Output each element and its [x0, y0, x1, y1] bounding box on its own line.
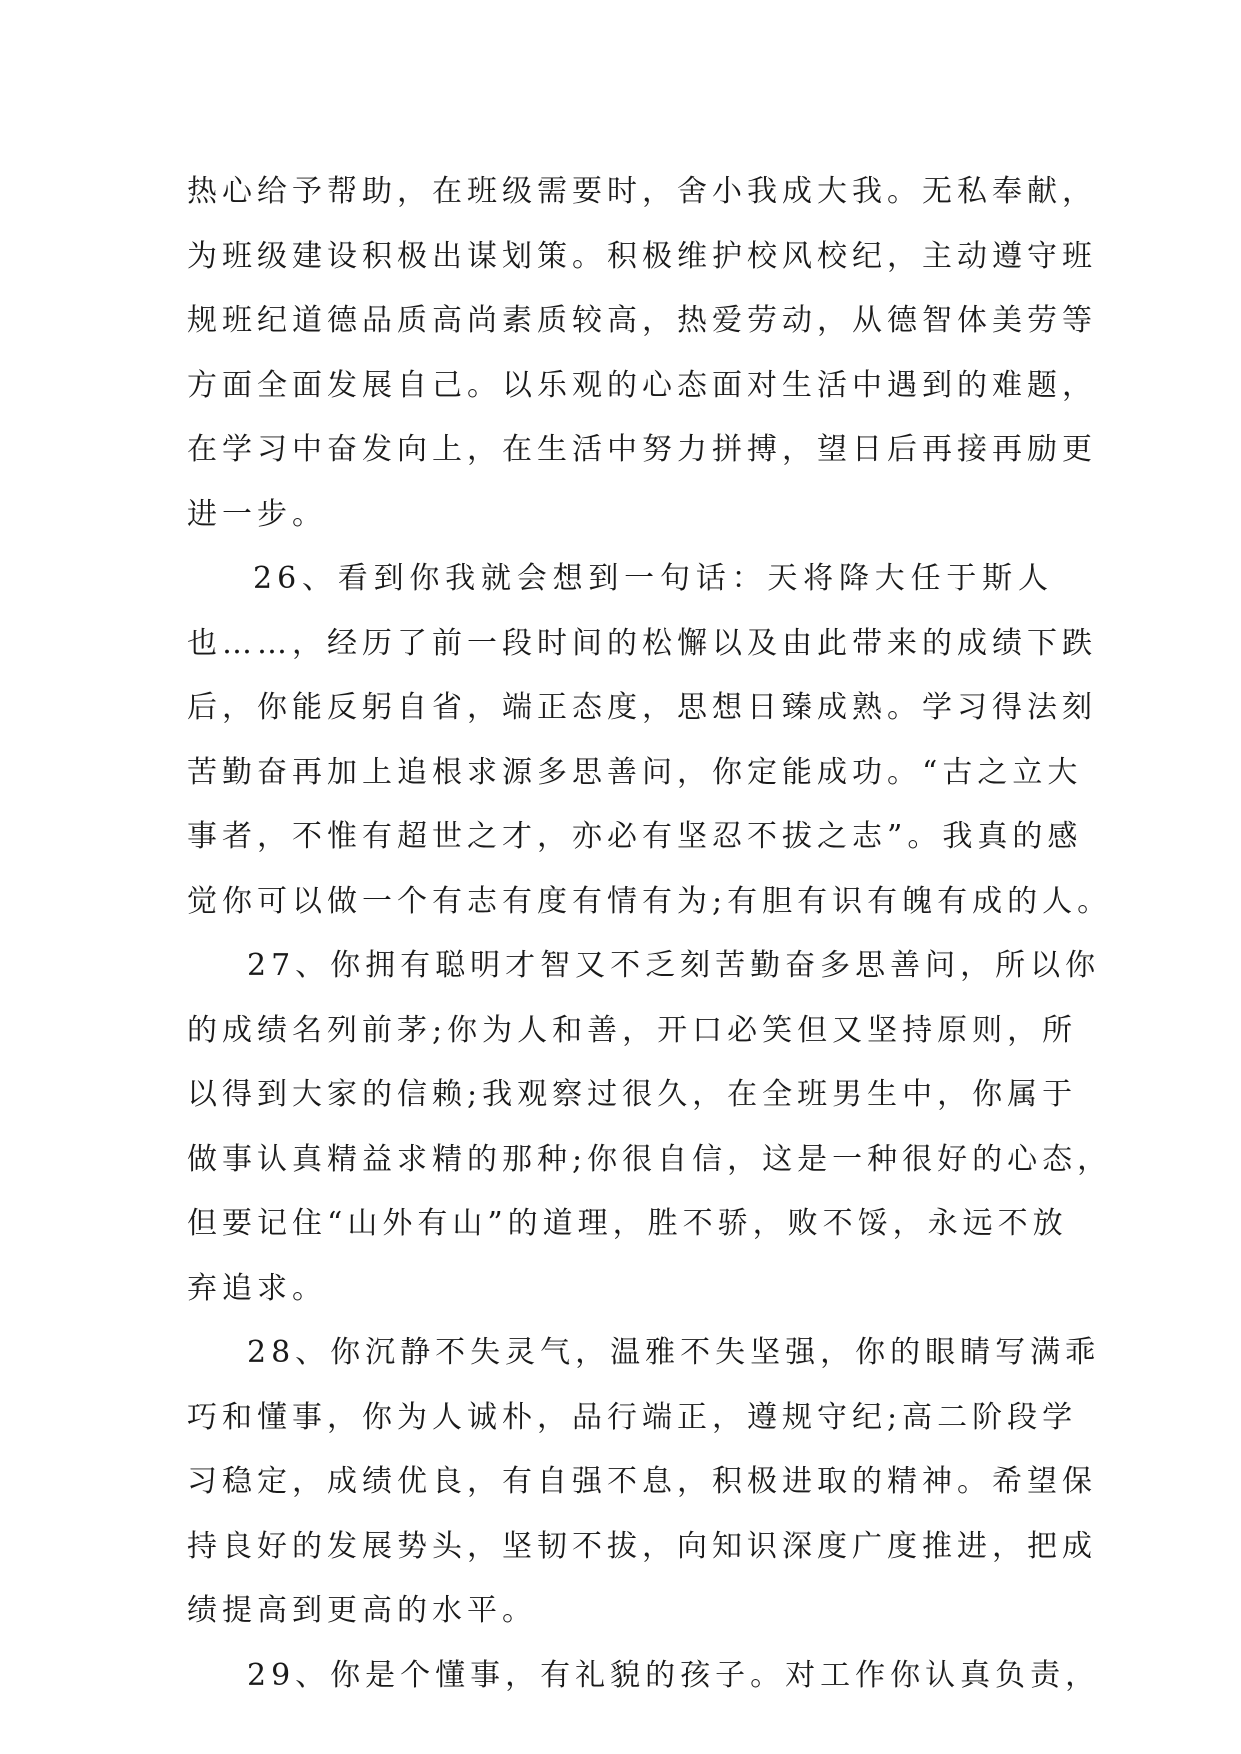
paragraph-line: 觉你可以做一个有志有度有情有为;有胆有识有魄有成的人。 — [187, 883, 1113, 919]
paragraph-25-continued — [187, 160, 1097, 547]
paragraph-line: 弃追求。 — [187, 1270, 327, 1306]
paragraph-line: 27、你拥有聪明才智又不乏刻苦勤奋多思善问，所以你 — [247, 948, 1101, 983]
paragraph-line: 做事认真精益求精的那种;你很自信，这是一种很好的心态， — [187, 1141, 1113, 1177]
paragraph-line: 后，你能反躬自省，端正态度，思想日臻成熟。学习得法刻 — [187, 690, 1097, 725]
paragraph-line: 规班纪道德品质高尚素质较高，热爱劳动，从德智体美劳等 — [187, 303, 1097, 338]
paragraph-line: 的成绩名列前茅;你为人和善，开口必笑但又坚持原则，所 — [187, 1012, 1078, 1048]
document-body — [187, 160, 1113, 1708]
paragraph-line: 绩提高到更高的水平。 — [187, 1593, 537, 1628]
paragraph-line: 事者，不惟有超世之才，亦必有坚忍不拔之志”。我真的感 — [187, 819, 1083, 854]
paragraph-28 — [187, 1321, 1101, 1644]
paragraph-line: 习稳定，成绩优良，有自强不息，积极进取的精神。希望保 — [187, 1464, 1097, 1499]
paragraph-line: 为班级建设积极出谋划策。积极维护校风校纪，主动遵守班 — [187, 238, 1097, 274]
paragraph-line: 方面全面发展自己。以乐观的心态面对生活中遇到的难题， — [187, 367, 1097, 403]
paragraph-line: 28、你沉静不失灵气，温雅不失坚强，你的眼睛写满乖 — [247, 1335, 1101, 1370]
paragraph-line: 也……，经历了前一段时间的松懈以及由此带来的成绩下跌 — [187, 625, 1097, 661]
paragraph-line: 持良好的发展势头，坚韧不拔，向知识深度广度推进，把成 — [187, 1528, 1097, 1564]
paragraph-26 — [187, 547, 1113, 934]
paragraph-line: 26、看到你我就会想到一句话：天将降大任于斯人 — [253, 561, 1053, 596]
paragraph-line: 进一步。 — [187, 496, 327, 532]
paragraph-27 — [187, 934, 1113, 1321]
paragraph-29 — [187, 1644, 1101, 1709]
paragraph-line: 苦勤奋再加上追根求源多思善问，你定能成功。“古之立大 — [187, 754, 1083, 790]
paragraph-line: 但要记住“山外有山”的道理，胜不骄，败不馁，永远不放 — [187, 1206, 1068, 1241]
paragraph-line: 巧和懂事，你为人诚朴，品行端正，遵规守纪;高二阶段学 — [187, 1399, 1078, 1435]
paragraph-line: 29、你是个懂事，有礼貌的孩子。对工作你认真负责， — [247, 1657, 1101, 1693]
paragraph-line: 以得到大家的信赖;我观察过很久，在全班男生中，你属于 — [187, 1077, 1078, 1112]
paragraph-line: 在学习中奋发向上，在生活中努力拼搏，望日后再接再励更 — [187, 432, 1097, 467]
paragraph-line: 热心给予帮助，在班级需要时，舍小我成大我。无私奉献， — [187, 174, 1097, 209]
